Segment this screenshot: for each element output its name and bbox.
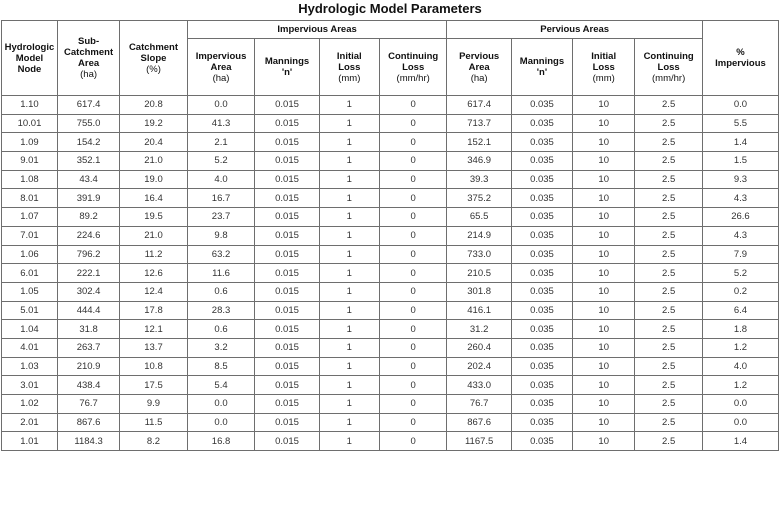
table-row [2, 189, 779, 208]
cell-subcatchment-area: 210.9 [57, 357, 119, 376]
cell-pervious-area: 301.8 [447, 282, 511, 301]
cell-impervious-continuing-loss: 0 [379, 282, 447, 301]
cell-subcatchment-area: 43.4 [57, 170, 119, 189]
header-percent-impervious: % Impervious [702, 21, 778, 96]
cell-subcatchment-area: 302.4 [57, 282, 119, 301]
cell-pervious-area: 375.2 [447, 189, 511, 208]
cell-subcatchment-area: 89.2 [57, 208, 119, 227]
cell-impervious-mannings: 0.015 [255, 96, 319, 115]
cell-impervious-initial-loss: 1 [319, 133, 379, 152]
cell-node: 1.05 [2, 282, 58, 301]
cell-pervious-continuing-loss: 2.5 [635, 320, 703, 339]
table-row [2, 376, 779, 395]
cell-percent-impervious: 1.8 [702, 320, 778, 339]
cell-pervious-initial-loss: 10 [573, 226, 635, 245]
cell-pervious-mannings: 0.035 [511, 395, 572, 414]
cell-subcatchment-area: 31.8 [57, 320, 119, 339]
cell-pervious-continuing-loss: 2.5 [635, 114, 703, 133]
cell-node: 1.04 [2, 320, 58, 339]
cell-pervious-continuing-loss: 2.5 [635, 264, 703, 283]
header-pervious-area: Pervious Area (ha) [447, 39, 511, 96]
cell-percent-impervious: 0.0 [702, 413, 778, 432]
cell-impervious-initial-loss: 1 [319, 208, 379, 227]
header-impervious-initial-loss: Initial Loss (mm) [319, 39, 379, 96]
cell-pervious-mannings: 0.035 [511, 133, 572, 152]
cell-pervious-area: 867.6 [447, 413, 511, 432]
cell-pervious-continuing-loss: 2.5 [635, 376, 703, 395]
cell-pervious-area: 713.7 [447, 114, 511, 133]
cell-subcatchment-area: 755.0 [57, 114, 119, 133]
header-pervious-areas: Pervious Areas [447, 21, 702, 39]
table-row [2, 413, 779, 432]
cell-subcatchment-area: 224.6 [57, 226, 119, 245]
cell-percent-impervious: 26.6 [702, 208, 778, 227]
cell-subcatchment-area: 222.1 [57, 264, 119, 283]
cell-impervious-mannings: 0.015 [255, 282, 319, 301]
header-catchment-slope: Catchment Slope (%) [120, 21, 188, 96]
cell-impervious-area: 5.2 [187, 152, 255, 171]
cell-pervious-initial-loss: 10 [573, 170, 635, 189]
cell-subcatchment-area: 352.1 [57, 152, 119, 171]
cell-pervious-initial-loss: 10 [573, 189, 635, 208]
cell-percent-impervious: 4.0 [702, 357, 778, 376]
table-title: Hydrologic Model Parameters [298, 1, 482, 16]
cell-node: 8.01 [2, 189, 58, 208]
cell-pervious-continuing-loss: 2.5 [635, 208, 703, 227]
cell-pervious-initial-loss: 10 [573, 282, 635, 301]
cell-percent-impervious: 6.4 [702, 301, 778, 320]
cell-impervious-area: 41.3 [187, 114, 255, 133]
cell-slope: 19.5 [120, 208, 188, 227]
table-row [2, 301, 779, 320]
table-row [2, 226, 779, 245]
cell-pervious-mannings: 0.035 [511, 114, 572, 133]
cell-impervious-continuing-loss: 0 [379, 226, 447, 245]
cell-pervious-area: 202.4 [447, 357, 511, 376]
cell-impervious-initial-loss: 1 [319, 395, 379, 414]
table-row [2, 245, 779, 264]
cell-pervious-initial-loss: 10 [573, 320, 635, 339]
cell-node: 1.06 [2, 245, 58, 264]
cell-percent-impervious: 4.3 [702, 189, 778, 208]
cell-impervious-initial-loss: 1 [319, 152, 379, 171]
header-impervious-areas: Impervious Areas [187, 21, 447, 39]
cell-impervious-continuing-loss: 0 [379, 114, 447, 133]
cell-impervious-area: 9.8 [187, 226, 255, 245]
cell-node: 10.01 [2, 114, 58, 133]
cell-impervious-mannings: 0.015 [255, 208, 319, 227]
cell-pervious-area: 617.4 [447, 96, 511, 115]
cell-impervious-continuing-loss: 0 [379, 189, 447, 208]
cell-impervious-continuing-loss: 0 [379, 376, 447, 395]
cell-pervious-initial-loss: 10 [573, 152, 635, 171]
header-impervious-area: Impervious Area (ha) [187, 39, 255, 96]
cell-pervious-initial-loss: 10 [573, 413, 635, 432]
cell-impervious-area: 3.2 [187, 338, 255, 357]
cell-pervious-area: 39.3 [447, 170, 511, 189]
cell-pervious-initial-loss: 10 [573, 376, 635, 395]
cell-pervious-mannings: 0.035 [511, 170, 572, 189]
cell-impervious-continuing-loss: 0 [379, 208, 447, 227]
cell-percent-impervious: 9.3 [702, 170, 778, 189]
cell-pervious-mannings: 0.035 [511, 208, 572, 227]
cell-pervious-area: 433.0 [447, 376, 511, 395]
cell-slope: 17.8 [120, 301, 188, 320]
cell-pervious-continuing-loss: 2.5 [635, 338, 703, 357]
cell-subcatchment-area: 263.7 [57, 338, 119, 357]
cell-impervious-initial-loss: 1 [319, 282, 379, 301]
cell-slope: 8.2 [120, 432, 188, 451]
cell-subcatchment-area: 391.9 [57, 189, 119, 208]
cell-pervious-continuing-loss: 2.5 [635, 96, 703, 115]
cell-impervious-area: 16.8 [187, 432, 255, 451]
header-model-node: Hydrologic Model Node [2, 21, 58, 96]
cell-impervious-area: 28.3 [187, 301, 255, 320]
table-row [2, 320, 779, 339]
cell-subcatchment-area: 796.2 [57, 245, 119, 264]
cell-pervious-mannings: 0.035 [511, 152, 572, 171]
cell-pervious-continuing-loss: 2.5 [635, 395, 703, 414]
cell-impervious-initial-loss: 1 [319, 96, 379, 115]
cell-percent-impervious: 0.0 [702, 96, 778, 115]
cell-impervious-initial-loss: 1 [319, 376, 379, 395]
cell-impervious-initial-loss: 1 [319, 226, 379, 245]
cell-pervious-continuing-loss: 2.5 [635, 413, 703, 432]
cell-impervious-area: 0.0 [187, 96, 255, 115]
cell-node: 1.10 [2, 96, 58, 115]
cell-pervious-initial-loss: 10 [573, 133, 635, 152]
cell-impervious-mannings: 0.015 [255, 245, 319, 264]
cell-pervious-mannings: 0.035 [511, 320, 572, 339]
cell-node: 7.01 [2, 226, 58, 245]
cell-impervious-area: 8.5 [187, 357, 255, 376]
cell-impervious-mannings: 0.015 [255, 264, 319, 283]
cell-slope: 19.2 [120, 114, 188, 133]
cell-percent-impervious: 1.4 [702, 133, 778, 152]
cell-impervious-initial-loss: 1 [319, 413, 379, 432]
header-pervious-initial-loss: Initial Loss (mm) [573, 39, 635, 96]
cell-pervious-continuing-loss: 2.5 [635, 226, 703, 245]
cell-impervious-mannings: 0.015 [255, 357, 319, 376]
cell-pervious-area: 1167.5 [447, 432, 511, 451]
cell-percent-impervious: 4.3 [702, 226, 778, 245]
cell-slope: 12.6 [120, 264, 188, 283]
cell-slope: 16.4 [120, 189, 188, 208]
cell-pervious-continuing-loss: 2.5 [635, 432, 703, 451]
cell-pervious-continuing-loss: 2.5 [635, 357, 703, 376]
cell-impervious-continuing-loss: 0 [379, 96, 447, 115]
cell-impervious-area: 16.7 [187, 189, 255, 208]
cell-node: 9.01 [2, 152, 58, 171]
cell-pervious-initial-loss: 10 [573, 96, 635, 115]
cell-pervious-continuing-loss: 2.5 [635, 133, 703, 152]
table-row [2, 282, 779, 301]
header-pervious-mannings: Mannings 'n' [511, 39, 572, 96]
cell-impervious-mannings: 0.015 [255, 376, 319, 395]
table-row [2, 96, 779, 115]
cell-impervious-area: 11.6 [187, 264, 255, 283]
header-impervious-continuing-loss: Continuing Loss (mm/hr) [379, 39, 447, 96]
cell-subcatchment-area: 1184.3 [57, 432, 119, 451]
cell-pervious-mannings: 0.035 [511, 301, 572, 320]
cell-pervious-mannings: 0.035 [511, 432, 572, 451]
cell-pervious-continuing-loss: 2.5 [635, 301, 703, 320]
cell-impervious-area: 23.7 [187, 208, 255, 227]
cell-impervious-area: 4.0 [187, 170, 255, 189]
cell-impervious-continuing-loss: 0 [379, 357, 447, 376]
cell-slope: 12.1 [120, 320, 188, 339]
cell-pervious-continuing-loss: 2.5 [635, 245, 703, 264]
cell-slope: 17.5 [120, 376, 188, 395]
table-row [2, 114, 779, 133]
cell-impervious-initial-loss: 1 [319, 170, 379, 189]
cell-impervious-continuing-loss: 0 [379, 264, 447, 283]
cell-slope: 21.0 [120, 226, 188, 245]
cell-pervious-area: 65.5 [447, 208, 511, 227]
cell-impervious-area: 0.0 [187, 395, 255, 414]
cell-pervious-area: 152.1 [447, 133, 511, 152]
cell-percent-impervious: 7.9 [702, 245, 778, 264]
cell-impervious-initial-loss: 1 [319, 189, 379, 208]
cell-impervious-initial-loss: 1 [319, 301, 379, 320]
cell-pervious-initial-loss: 10 [573, 245, 635, 264]
cell-pervious-mannings: 0.035 [511, 338, 572, 357]
cell-impervious-initial-loss: 1 [319, 114, 379, 133]
cell-percent-impervious: 0.2 [702, 282, 778, 301]
cell-percent-impervious: 1.5 [702, 152, 778, 171]
header-pervious-continuing-loss: Continuing Loss (mm/hr) [635, 39, 703, 96]
cell-impervious-continuing-loss: 0 [379, 432, 447, 451]
cell-slope: 20.8 [120, 96, 188, 115]
cell-impervious-mannings: 0.015 [255, 432, 319, 451]
cell-impervious-mannings: 0.015 [255, 114, 319, 133]
cell-pervious-continuing-loss: 2.5 [635, 189, 703, 208]
cell-pervious-mannings: 0.035 [511, 357, 572, 376]
cell-percent-impervious: 0.0 [702, 395, 778, 414]
cell-pervious-continuing-loss: 2.5 [635, 152, 703, 171]
table-row [2, 357, 779, 376]
cell-percent-impervious: 1.2 [702, 376, 778, 395]
cell-pervious-initial-loss: 10 [573, 264, 635, 283]
cell-subcatchment-area: 444.4 [57, 301, 119, 320]
cell-node: 1.08 [2, 170, 58, 189]
cell-impervious-continuing-loss: 0 [379, 301, 447, 320]
cell-pervious-mannings: 0.035 [511, 96, 572, 115]
cell-percent-impervious: 5.5 [702, 114, 778, 133]
cell-impervious-continuing-loss: 0 [379, 338, 447, 357]
cell-node: 6.01 [2, 264, 58, 283]
cell-impervious-mannings: 0.015 [255, 338, 319, 357]
cell-impervious-continuing-loss: 0 [379, 395, 447, 414]
cell-node: 1.07 [2, 208, 58, 227]
cell-subcatchment-area: 867.6 [57, 413, 119, 432]
cell-pervious-initial-loss: 10 [573, 208, 635, 227]
cell-pervious-initial-loss: 10 [573, 114, 635, 133]
cell-subcatchment-area: 617.4 [57, 96, 119, 115]
cell-impervious-mannings: 0.015 [255, 133, 319, 152]
table-row [2, 432, 779, 451]
cell-impervious-mannings: 0.015 [255, 395, 319, 414]
header-impervious-mannings: Mannings 'n' [255, 39, 319, 96]
cell-impervious-mannings: 0.015 [255, 413, 319, 432]
hydrologic-parameters-table [1, 20, 779, 451]
cell-subcatchment-area: 438.4 [57, 376, 119, 395]
cell-pervious-area: 214.9 [447, 226, 511, 245]
cell-impervious-mannings: 0.015 [255, 301, 319, 320]
cell-impervious-continuing-loss: 0 [379, 170, 447, 189]
cell-node: 1.09 [2, 133, 58, 152]
table-row [2, 152, 779, 171]
cell-pervious-mannings: 0.035 [511, 413, 572, 432]
cell-impervious-initial-loss: 1 [319, 357, 379, 376]
cell-impervious-mannings: 0.015 [255, 189, 319, 208]
cell-impervious-area: 63.2 [187, 245, 255, 264]
cell-impervious-initial-loss: 1 [319, 245, 379, 264]
cell-slope: 10.8 [120, 357, 188, 376]
cell-impervious-continuing-loss: 0 [379, 133, 447, 152]
cell-node: 1.03 [2, 357, 58, 376]
cell-impervious-area: 0.6 [187, 282, 255, 301]
cell-impervious-mannings: 0.015 [255, 226, 319, 245]
table-row [2, 395, 779, 414]
cell-slope: 11.2 [120, 245, 188, 264]
cell-impervious-initial-loss: 1 [319, 338, 379, 357]
table-row [2, 264, 779, 283]
cell-pervious-initial-loss: 10 [573, 395, 635, 414]
cell-slope: 12.4 [120, 282, 188, 301]
cell-pervious-mannings: 0.035 [511, 226, 572, 245]
cell-percent-impervious: 5.2 [702, 264, 778, 283]
cell-slope: 11.5 [120, 413, 188, 432]
cell-impervious-mannings: 0.015 [255, 152, 319, 171]
cell-pervious-continuing-loss: 2.5 [635, 170, 703, 189]
cell-pervious-area: 31.2 [447, 320, 511, 339]
cell-impervious-area: 0.6 [187, 320, 255, 339]
cell-subcatchment-area: 154.2 [57, 133, 119, 152]
cell-impervious-area: 2.1 [187, 133, 255, 152]
cell-impervious-initial-loss: 1 [319, 320, 379, 339]
cell-pervious-area: 346.9 [447, 152, 511, 171]
cell-node: 3.01 [2, 376, 58, 395]
cell-pervious-area: 76.7 [447, 395, 511, 414]
cell-pervious-initial-loss: 10 [573, 338, 635, 357]
cell-pervious-area: 416.1 [447, 301, 511, 320]
cell-node: 1.02 [2, 395, 58, 414]
table-row [2, 338, 779, 357]
cell-pervious-initial-loss: 10 [573, 432, 635, 451]
cell-pervious-mannings: 0.035 [511, 245, 572, 264]
cell-impervious-continuing-loss: 0 [379, 320, 447, 339]
cell-impervious-continuing-loss: 0 [379, 245, 447, 264]
header-subcatchment-area: Sub- Catchment Area (ha) [57, 21, 119, 96]
cell-impervious-initial-loss: 1 [319, 264, 379, 283]
cell-impervious-mannings: 0.015 [255, 170, 319, 189]
cell-node: 1.01 [2, 432, 58, 451]
cell-impervious-area: 0.0 [187, 413, 255, 432]
cell-percent-impervious: 1.2 [702, 338, 778, 357]
cell-pervious-area: 210.5 [447, 264, 511, 283]
cell-impervious-mannings: 0.015 [255, 320, 319, 339]
cell-pervious-mannings: 0.035 [511, 282, 572, 301]
cell-impervious-initial-loss: 1 [319, 432, 379, 451]
table-row [2, 208, 779, 227]
cell-impervious-continuing-loss: 0 [379, 152, 447, 171]
cell-slope: 21.0 [120, 152, 188, 171]
cell-slope: 9.9 [120, 395, 188, 414]
table-row [2, 170, 779, 189]
cell-pervious-initial-loss: 10 [573, 301, 635, 320]
cell-impervious-area: 5.4 [187, 376, 255, 395]
cell-subcatchment-area: 76.7 [57, 395, 119, 414]
cell-slope: 19.0 [120, 170, 188, 189]
cell-percent-impervious: 1.4 [702, 432, 778, 451]
cell-pervious-mannings: 0.035 [511, 376, 572, 395]
cell-pervious-mannings: 0.035 [511, 189, 572, 208]
cell-pervious-area: 733.0 [447, 245, 511, 264]
cell-pervious-area: 260.4 [447, 338, 511, 357]
cell-node: 4.01 [2, 338, 58, 357]
cell-slope: 13.7 [120, 338, 188, 357]
cell-pervious-mannings: 0.035 [511, 264, 572, 283]
cell-pervious-initial-loss: 10 [573, 357, 635, 376]
cell-node: 5.01 [2, 301, 58, 320]
table-row [2, 133, 779, 152]
table-body [2, 96, 779, 451]
cell-slope: 20.4 [120, 133, 188, 152]
cell-pervious-continuing-loss: 2.5 [635, 282, 703, 301]
cell-impervious-continuing-loss: 0 [379, 413, 447, 432]
cell-node: 2.01 [2, 413, 58, 432]
